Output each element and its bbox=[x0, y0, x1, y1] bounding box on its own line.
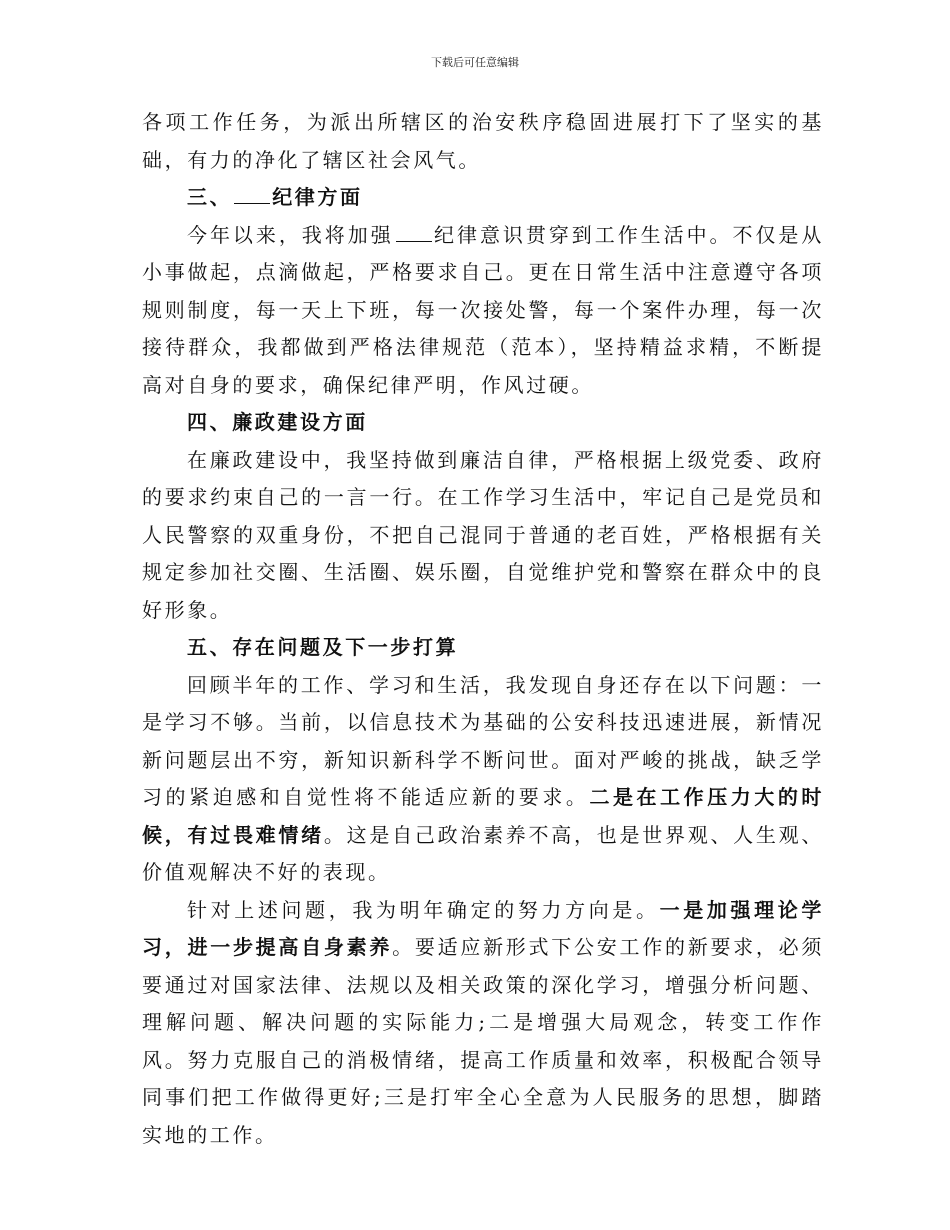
paragraph-discipline-prefix: 今年以来，我将加强 bbox=[187, 222, 394, 247]
heading-integrity: 四、廉政建设方面 bbox=[187, 410, 368, 434]
paragraph-plans-text-a: 针对上述问题，我为明年确定的努力方向是。 bbox=[187, 897, 660, 922]
paragraph-discipline bbox=[142, 217, 824, 405]
header-note: 下载后可任意编辑 bbox=[431, 56, 519, 69]
heading-discipline-prefix: 三、 bbox=[187, 185, 233, 209]
paragraph-problems-text-a: 回顾半年的工作、学习和生活，我发现自身还存在以下问题：一是学习不够。当前，以信息技术为基础的公安科技迅速进展，新情况新问题层出不穷，新知识新科学不断问世。面对严峻的挑战，缺乏学习的紧迫感和自觉性将不能适应新的要求。 bbox=[142, 672, 824, 809]
paragraph-plans bbox=[142, 892, 824, 1155]
paragraph-discipline-suffix: 纪律意识贯穿到工作生活中。不仅是从小事做起，点滴做起，严格要求自己。更在日常生活中注意遵守各项规则制度，每一天上下班，每一次接处警，每一个案件办理，每一次接待群众，我都做到严格法律规范（范本），坚持精益求精，不断提高对自身的要求，确保纪律严明，作风过硬。 bbox=[142, 222, 824, 397]
paragraph-problems-text-b: 。这是自己政治素养不高，也是世界观、人生观、价值观解决不好的表现。 bbox=[142, 822, 824, 884]
paragraph-integrity: 在廉政建设中，我坚持做到廉洁自律，严格根据上级党委、政府的要求约束自己的一言一行。在工作学习生活中，牢记自己是党员和人民警察的双重身份，不把自己混同于普通的老百姓，严格根据有关规定参加社交圈、生活圈、娱乐圈，自觉维护党和警察在群众中的良好形象。 bbox=[142, 447, 824, 622]
heading-discipline bbox=[142, 179, 824, 217]
document-body bbox=[142, 104, 824, 1154]
blank-underline bbox=[396, 223, 432, 242]
paragraph-problems-bold: 二是在工作压力大的时候，有过畏难情绪 bbox=[142, 785, 825, 847]
blank-underline bbox=[234, 185, 270, 204]
paragraph-plans-text-b: 。要适应新形式下公安工作的新要求，必须要通过对国家法律、法规以及相关政策的深化学习，增强分析问题、理解问题、解决问题的实际能力;二是增强大局观念，转变工作作风。努力克服自己的消极情绪，提高工作质量和效率，积极配合领导同事们把工作做得更好;三是打牢全心全意为人民服务的思想，脚踏实地的工作。 bbox=[142, 935, 824, 1147]
heading-problems: 五、存在问题及下一步打算 bbox=[187, 635, 459, 659]
paragraph-continued: 各项工作任务，为派出所辖区的治安秩序稳固进展打下了坚实的基础，有力的净化了辖区社会风气。 bbox=[142, 110, 824, 172]
paragraph-problems bbox=[142, 667, 824, 892]
paragraph-plans-bold: 一是加强理论学习，进一步提高自身素养 bbox=[142, 897, 825, 959]
heading-discipline-suffix: 纪律方面 bbox=[272, 185, 363, 209]
